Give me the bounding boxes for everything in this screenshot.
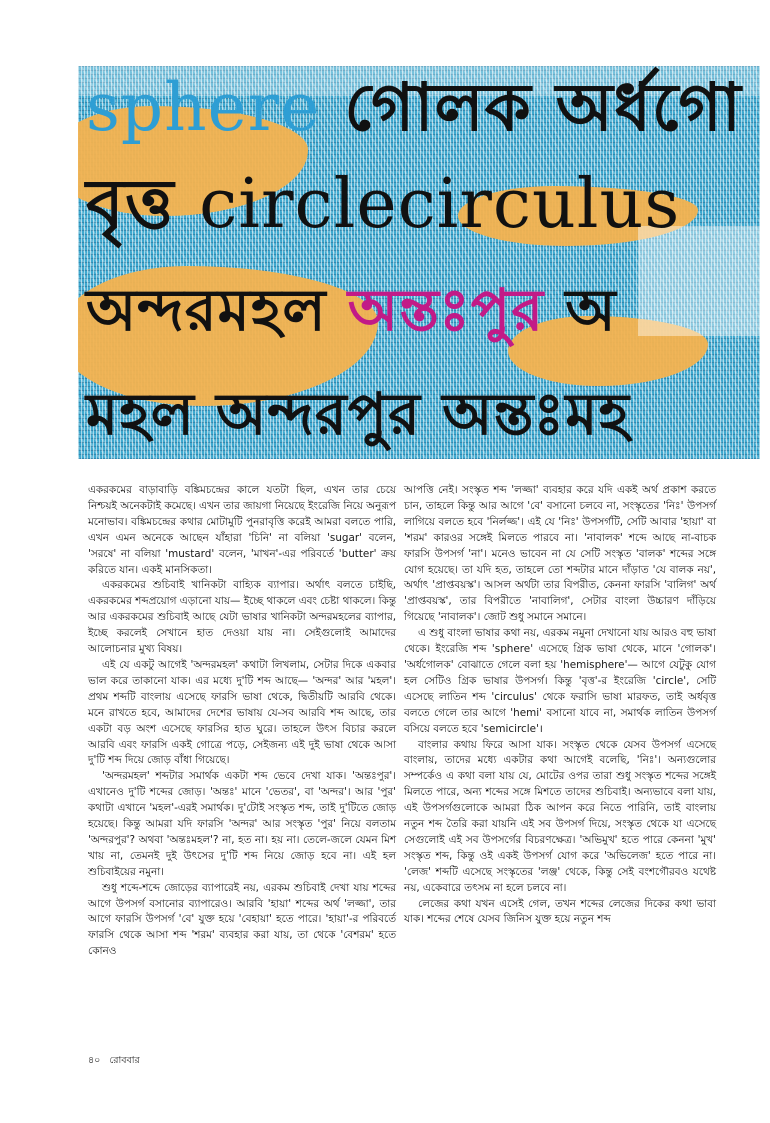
hero-word-sphere: sphere <box>86 69 321 146</box>
hero-word-golok: গোলক অর্ধগো <box>344 69 742 146</box>
paragraph: এই যে একটু আগেই 'অন্দরমহল' কথাটা লিখলাম, সেটার দিকে একবার ভাল করে তাকানো যাক। এর মধ্যে দু'টি শব্দ আছে— 'অন্দর' আর 'মহল'। প্রথম শব্দটি বাংলায় এসেছে ফারসি ভাষা থেকে, দ্বিতীয়টি আরবি থেকে। মনে রাখতে হবে, আমাদের দেশের ভাষায় যে-সব আরবি শব্দ আছে, তার একটা বড় অংশ এসেছে ফারসির হাত ঘুরে। তাহলে উৎস বিচার করলে আরবি এবং ফারসি একই গোত্রে পড়ে, সেইজন্য এই দুই ভাষা থেকে আসা দু'টি শব্দ দিয়ে জোড় বাঁধা গিয়েছে। <box>88 658 396 767</box>
hero-line-1 <box>86 68 742 148</box>
page-number: ৪০ <box>88 1055 101 1066</box>
paragraph: লেজের কথা যখন এসেই গেল, তখন শব্দের লেজের দিকের কথা ভাবা যাক। শব্দের শেষে যেসব জিনিস যুক্ত হয়ে নতুন শব্দ <box>404 897 716 926</box>
article-column-right <box>404 483 716 928</box>
paragraph: 'অন্দরমহল' শব্দটার সমার্থক একটা শব্দ ভেবে দেখা যাক। 'অন্তঃপুর'। এখানেও দু'টি শব্দের জোড়। 'অন্তঃ' মানে 'ভেতর', বা 'অন্দর'। আর 'পুর' কথাটা এখানে 'মহল'-এরই সমার্থক। দু'টোই সংস্কৃত শব্দ, তাই দু'টিতে জোড় হয়েছে। কিন্তু আমরা যদি ফারসি 'অন্দর' আর সংস্কৃত 'পুর' নিয়ে বলতাম 'অন্দরপুর'? অথবা 'অন্তঃমহল'? না, হত না। হয় না। তেলে-জলে যেমন মিশ খায় না, তেমনই দুই উৎসের দু'টি শব্দ নিয়ে জোড় হবে না। এই হল শুচিবাইয়ের নমুনা। <box>88 770 396 878</box>
section-name: রোববার <box>109 1055 140 1066</box>
hero-word-mahal-row: মহল অন্দরপুর অন্তঃমহ <box>86 380 631 448</box>
hero-word-andarmahal: অন্দরমহল <box>86 276 327 344</box>
hero-word-fragment: অ <box>565 276 617 344</box>
article-column-left <box>88 483 396 960</box>
paragraph: আপত্তি নেই। সংস্কৃত শব্দ 'লজ্জা' ব্যবহার করে যদি একই অর্থ প্রকাশ করতে চান, তাহলে কিন্তু আর আগে 'বে' বসানো চলবে না, সংস্কৃতের 'নিঃ' উপসর্গ লাগিয়ে বলতে হবে 'নির্লজ্জ'। এই যে 'নিঃ' উপসর্গটি, সেটি আবার 'হায়া' বা 'শরম' কারওর সঙ্গেই মিলতে পারবে না। 'নাবালক' শব্দে আছে না-বাচক ফারসি উপসর্গ 'না'। মনেও ভাবেন না যে সেটি সংস্কৃত 'বালক' শব্দের সঙ্গে যোগ হয়েছে। তা যদি হত, তাহলে তো শব্দটার মানে দাঁড়াত 'যে বালক নয়', অর্থাৎ 'প্রাপ্তবয়স্ক'। আসল অর্থটা তার বিপরীত, কেননা ফারসি 'বালিগ' অর্থ 'প্রাপ্তবয়স্ক', তার বিপরীতে 'নাবালিগ', সেটার বাংলা উচ্চারণ দাঁড়িয়ে গিয়েছে 'নাবালক'। জোট শুধু সমানে সমানে। <box>404 484 716 624</box>
hero-line-2 <box>86 164 680 246</box>
hero-line-4 <box>86 376 630 452</box>
hero-word-antahpur: অন্তঃপুর <box>347 276 545 344</box>
hero-word-circle: circlecirculus <box>199 165 681 244</box>
hero-artwork <box>78 66 760 459</box>
paragraph: একরকমের বাড়াবাড়ি বঙ্কিমচন্দ্রের কালে যতটা ছিল, এখন তার চেয়ে নিশ্চয়ই অনেকটাই কমেছে। এখন তার জায়গা নিয়েছে ইংরেজি নিয়ে অনুরূপ মনোভাব। বঙ্কিমচন্দ্রের কথার মোটামুটি পুনরাবৃত্তি করেই আমরা বলতে পারি, এখন এমন অনেকে আছেন যাঁহারা 'চিনি' না বলিয়া 'sugar' বলেন, 'সরষে' না বলিয়া 'mustard' বলেন, 'মাখন'-এর পরিবর্তে 'butter' ক্রয় করিতে যান। একই মানসিকতা। <box>88 484 396 576</box>
hero-word-britto: বৃত্ত <box>86 165 175 244</box>
hero-line-3 <box>86 272 617 348</box>
paragraph: শুধু শব্দে-শব্দে জোড়ের ব্যাপারেই নয়, এরকম শুচিবাই দেখা যায় শব্দের আগে উপসর্গ বসানোর ব্যাপারেও। আরবি 'হায়া' শব্দের অর্থ 'লজ্জা', তার আগে ফারসি উপসর্গ 'বে' যুক্ত হয়ে 'বেহায়া' হতে পারে। 'হায়া'-র পরিবর্তে ফারসি থেকে আসা শব্দ 'শরম' ব্যবহার করা যায়, তা থেকে 'বেশরম' হতে কোনও <box>88 881 396 958</box>
page-footer <box>88 1054 140 1069</box>
paragraph: বাংলার কথায় ফিরে আসা যাক। সংস্কৃত থেকে যেসব উপসর্গ এসেছে বাংলায়, তাদের মধ্যে একটার কথা আগেই বলেছি, 'নিঃ'। অন্যগুলোর সম্পর্কেও এ কথা বলা যায় যে, মোটের ওপর তারা শুধু সংস্কৃত শব্দের সঙ্গেই মিলতে পারে, অন্য শব্দের সঙ্গে মিশতে তাদের শুচিবাই। অন্যভাবে বলা যায়, এই উপসর্গগুলোকে আমরা ঠিক আপন করে নিতে পারিনি, তাই বাংলায় নতুন শব্দ তৈরি করা যায়নি এই সব উপসর্গ দিয়ে, সংস্কৃত থেকে যা এসেছে সেগুলোই এই সব উপসর্গের বিচরণক্ষেত্র। 'অভিমুখ' হতে পারে কেননা 'মুখ' সংস্কৃত শব্দ, কিন্তু ওই একই উপসর্গ যোগ করে 'অভিলেজ' হতে পারে না। 'লেজ' শব্দটি এসেছে সংস্কৃতের 'লঞ্জ' থেকে, কিন্তু সেই বংশগৌরবও যথেষ্ট নয়, একেবারে তৎসম না হলে চলবে না। <box>404 738 716 894</box>
paragraph: এ শুধু বাংলা ভাষার কথা নয়, এরকম নমুনা দেখানো যায় আরও বহু ভাষা থেকে। ইংরেজি শব্দ 'sphere' এসেছে গ্রিক ভাষা থেকে, মানে 'গোলক'। 'অর্ধগোলক' বোঝাতে গেলে বলা হয় 'hemisphere'— আগে যেটুকু যোগ হল সেটিও গ্রিক ভাষার উপসর্গ। কিন্তু 'বৃত্ত'-র ইংরেজি 'circle', সেটি এসেছে লাতিন শব্দ 'circulus' থেকে ফরাসি ভাষা মারফত, তাই অর্ধবৃত্ত বলতে গেলে তার আগে 'hemi' বসানো যাবে না, সমার্থক লাতিন উপসর্গ বসিয়ে বলতে হবে 'semicircle'। <box>404 627 716 735</box>
paragraph: একরকমের শুচিবাই খানিকটা বাহ্যিক ব্যাপার। অর্থাৎ বলতে চাইছি, একরকমের শব্দপ্রয়োগ এড়ানো যায়— ইচ্ছে থাকলে এবং চেষ্টা থাকলে। কিন্তু আর একরকমের শুচিবাই আছে যেটা ভাষার খানিকটা অন্দরমহলের ব্যাপার, ইচ্ছে করলেই সেখানে হাত দেওয়া যায় না। সেইগুলোই আমাদের আলোচনার মুখ্য বিষয়। <box>88 579 396 656</box>
